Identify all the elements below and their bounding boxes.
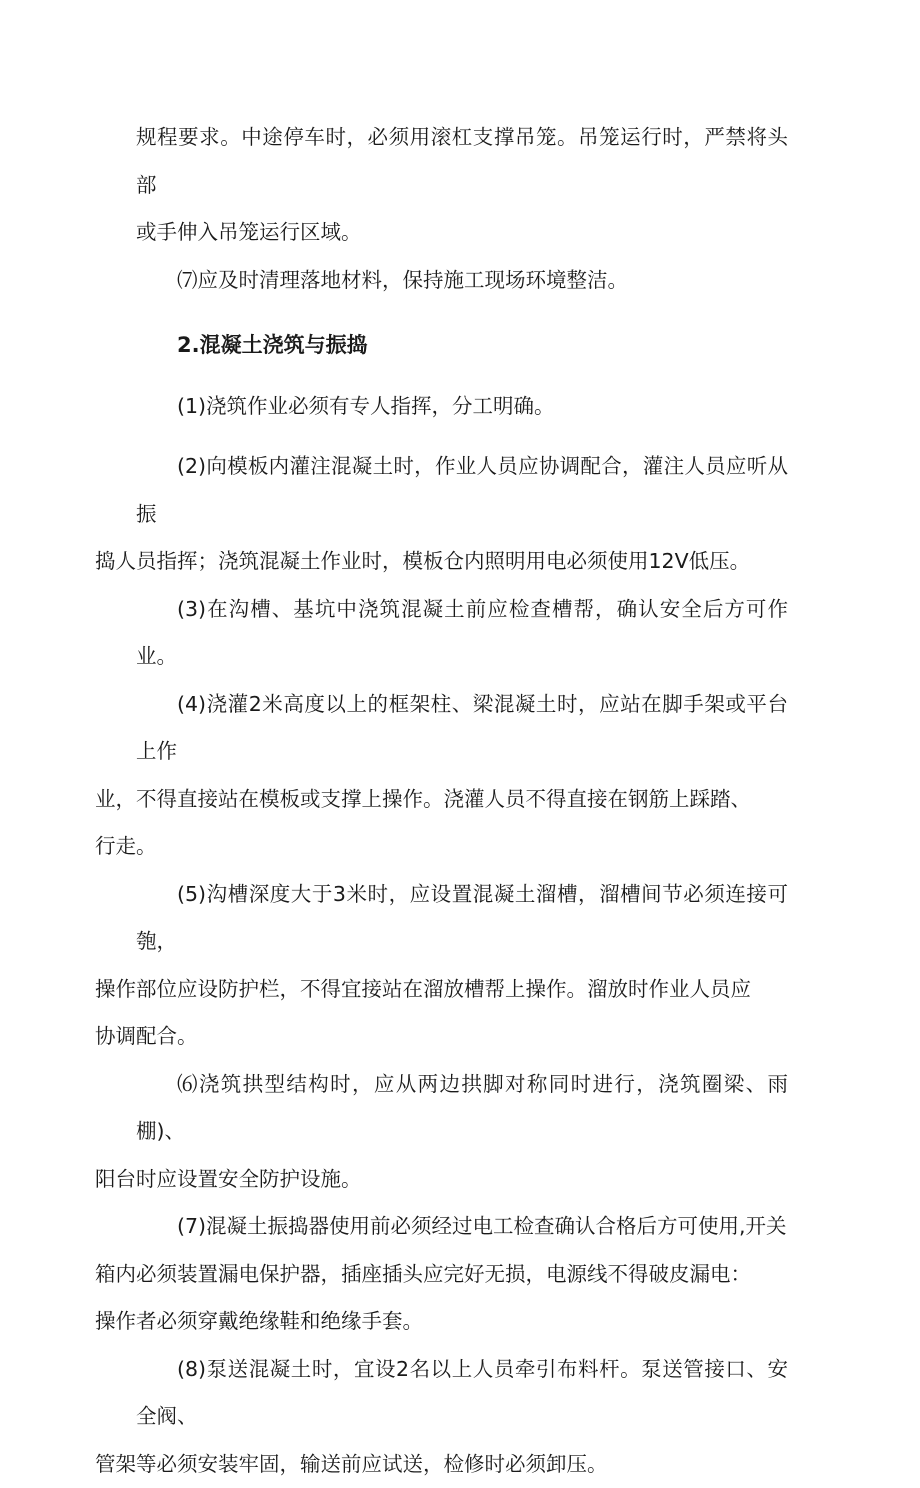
list-item-7 xyxy=(136,1203,788,1346)
paragraph-item-7-cleanup xyxy=(136,257,788,305)
text-line: 行走。 xyxy=(136,823,788,871)
text-line: 捣人员指挥；浇筑混凝土作业时，模板仓内照明用电必须使用12V低压。 xyxy=(136,538,788,586)
text-line: (5)沟槽深度大于3米时，应设置混凝土溜槽，溜槽间节必须连接可匏， xyxy=(136,871,788,966)
text-line: 管架等必须安装牢固，输送前应试送，检修时必须卸压。 xyxy=(136,1441,788,1488)
text-line: (8)泵送混凝土时，宜设2名以上人员牵引布料杆。泵送管接口、安全阀、 xyxy=(136,1346,788,1441)
list-item-5 xyxy=(136,871,788,1061)
text-line: 操作部位应设防护栏，不得宜接站在溜放槽帮上操作。溜放时作业人员应 xyxy=(136,966,788,1014)
document-body xyxy=(136,114,788,1488)
text-line: (7)混凝土振捣器使用前必须经过电工检查确认合格后方可使用,开关 xyxy=(136,1203,788,1251)
list-item-4 xyxy=(136,681,788,871)
list-item-1 xyxy=(136,383,788,431)
text-line: 阳台时应设置安全防护设施。 xyxy=(136,1156,788,1204)
text-line: (3)在沟槽、基坑中浇筑混凝土前应检查槽帮，确认安全后方可作业。 xyxy=(136,586,788,681)
list-item-6 xyxy=(136,1061,788,1204)
list-item-3 xyxy=(136,586,788,681)
text-line: (2)向模板内灌注混凝土时，作业人员应协调配合，灌注人员应听从振 xyxy=(136,443,788,538)
text-line: 箱内必须装置漏电保护器，插座插头应完好无损，电源线不得破皮漏电： xyxy=(136,1251,788,1299)
text-line: (4)浇灌2米高度以上的框架柱、梁混凝土时，应站在脚手架或平台上作 xyxy=(136,681,788,776)
text-line: 协调配合。 xyxy=(136,1013,788,1061)
text-line: 或手伸入吊笼运行区域。 xyxy=(136,209,788,257)
text-line: (1)浇筑作业必须有专人指挥，分工明确。 xyxy=(136,383,788,431)
list-item-2 xyxy=(136,443,788,586)
section-heading: 2.混凝土浇筑与振捣 xyxy=(136,322,788,370)
text-line: 操作者必须穿戴绝缘鞋和绝缘手套。 xyxy=(136,1298,788,1346)
text-line: 业，不得直接站在模板或支撑上操作。浇灌人员不得直接在钢筋上踩踏、 xyxy=(136,776,788,824)
paragraph-continued xyxy=(136,114,788,257)
text-line: ⑺应及时清理落地材料，保持施工现场环境整洁。 xyxy=(136,257,788,305)
text-line: ⑹浇筑拱型结构时，应从两边拱脚对称同时进行，浇筑圈梁、雨棚)、 xyxy=(136,1061,788,1156)
list-item-8 xyxy=(136,1346,788,1488)
text-line: 规程要求。中途停车时，必须用滚杠支撑吊笼。吊笼运行时，严禁将头部 xyxy=(136,114,788,209)
